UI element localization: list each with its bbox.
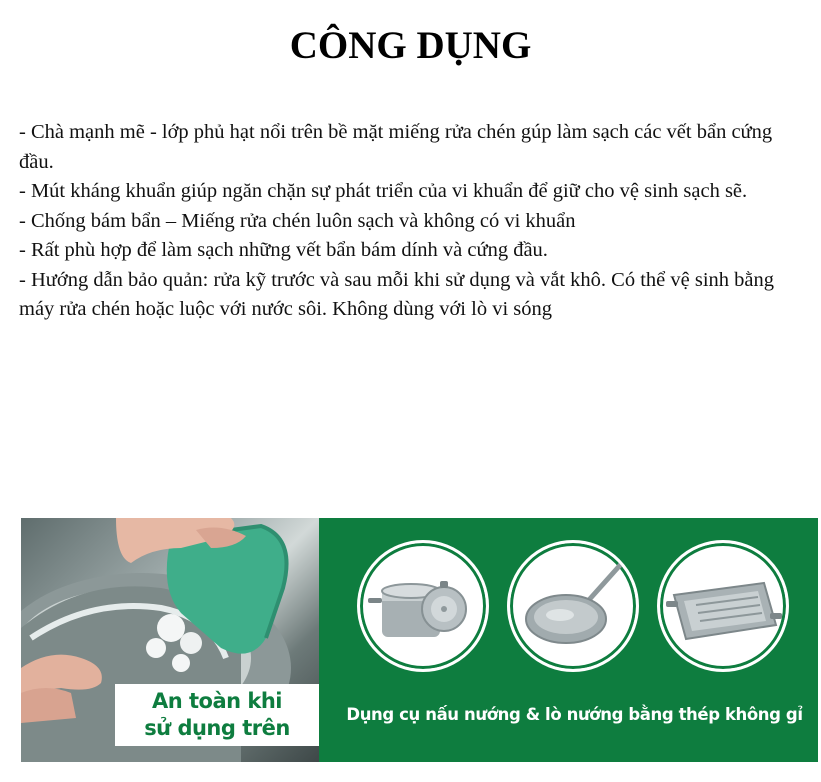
frying-pan-icon xyxy=(507,540,639,672)
roasting-tray-icon xyxy=(657,540,789,672)
safe-label-line2: sử dụng trên xyxy=(144,716,290,740)
stainless-cookware-caption: Dụng cụ nấu nướng & lò nướng bằng thép không gỉ xyxy=(346,705,803,724)
product-banner xyxy=(21,518,818,762)
usage-item: - Mút kháng khuẩn giúp ngăn chặn sự phát triển của vi khuẩn để giữ cho vệ sinh sạch sẽ. xyxy=(19,180,748,202)
sponge-cleaning-photo xyxy=(21,518,319,762)
stainless-pot-icon xyxy=(357,540,489,672)
usage-item: - Chà mạnh mẽ - lớp phủ hạt nổi trên bề mặt miếng rửa chén gúp làm sạch các vết bẩn cứng đầu. xyxy=(19,121,773,173)
safe-to-use-label xyxy=(115,684,319,746)
usage-item: - Rất phù hợp để làm sạch những vết bẩn bám dính và cứng đầu. xyxy=(19,239,548,261)
usage-item: - Chống bám bẩn – Miếng rửa chén luôn sạch và không có vi khuẩn xyxy=(19,209,576,232)
page-title: CÔNG DỤNG xyxy=(289,24,532,67)
safe-label-line1: An toàn khi xyxy=(151,689,283,713)
usage-description xyxy=(19,118,809,325)
usage-item: - Hướng dẫn bảo quản: rửa kỹ trước và sau mỗi khi sử dụng và vắt khô. Có thể vệ sinh bằng máy rửa chén hoặc luộc với nước sôi. Không dùng với lò vi sóng xyxy=(19,268,775,320)
